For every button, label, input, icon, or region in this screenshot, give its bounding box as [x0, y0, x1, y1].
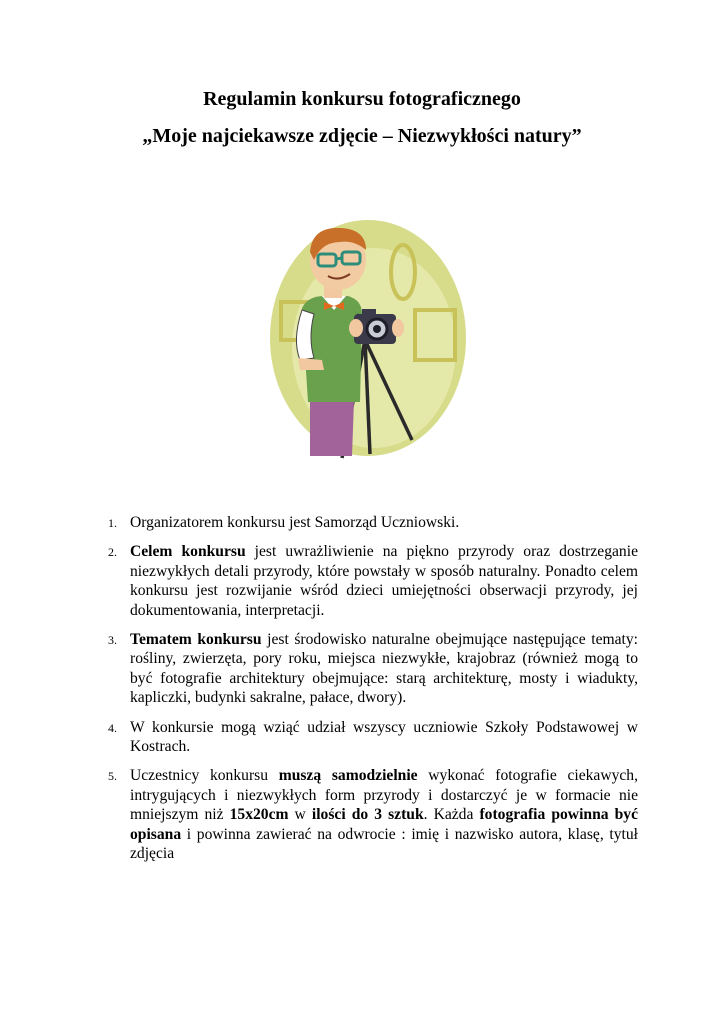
- rule-item: [108, 766, 638, 863]
- rule-number: 3.: [108, 633, 117, 648]
- rule-text: i powinna zawierać na odwrocie : imię i nazwisko autora, klasę, tytuł zdjęcia: [130, 825, 638, 863]
- document-title: Regulamin konkursu fotograficznego: [203, 88, 521, 110]
- rule-text: jest środowisko naturalne obejmujące następujące tematy: rośliny, zwierzęta, pory roku, miejsca niezwykłe, krajobraz (również mogą to być fotografie architektury obejmujące: starą architekturę, mosty i wiadukty, kapliczki, budynki sakralne, pałace, dwory).: [130, 631, 639, 707]
- rule-bold-text: 15x20cm: [229, 806, 289, 824]
- document-subtitle: „Moje najciekawsze zdjęcie – Niezwykłości natury”: [142, 125, 582, 147]
- rule-number: 2.: [108, 545, 117, 560]
- rule-bold-text: Celem konkursu: [130, 543, 246, 561]
- rule-number: 4.: [108, 720, 117, 735]
- rule-text: W konkursie mogą wziąć udział wszyscy uczniowie Szkoły Podstawowej w Kostrach.: [130, 718, 638, 756]
- rule-item: [108, 718, 638, 757]
- rule-number: 1.: [108, 516, 117, 530]
- rule-item: [108, 513, 638, 532]
- rule-text: Uczestnicy konkursu: [130, 767, 279, 785]
- rule-text: w: [288, 806, 312, 824]
- rule-bold-text: Tematem konkursu: [130, 631, 262, 649]
- rule-item: [108, 630, 638, 708]
- rule-text: jest uwrażliwienie na piękno przyrody oraz dostrzeganie niezwykłych detali przyrody, które powstały w sposób naturalny. Ponadto celem konkursu jest rozwijanie wśród dzieci umiejętności obserwacji przyrody, jej dokumentowania, interpretacji.: [130, 543, 638, 619]
- photographer-with-camera-icon: [262, 210, 474, 460]
- rules-list: [108, 513, 638, 874]
- rule-text: wykonać fotografie ciekawych, intrygujących i niezwykłych form przyrody i dostarczyć je w formacie nie mniejszym niż: [130, 767, 639, 824]
- rule-bold-text: fotografia powinna być opisana: [130, 806, 638, 843]
- rule-text: . Każda: [423, 806, 480, 824]
- rule-text: Organizatorem konkursu jest Samorząd Uczniowski.: [130, 514, 460, 531]
- rule-bold-text: muszą samodzielnie: [278, 767, 418, 785]
- rule-item: [108, 542, 638, 620]
- rule-number: 5.: [108, 769, 117, 784]
- rule-bold-text: ilości do 3 sztuk: [311, 806, 424, 824]
